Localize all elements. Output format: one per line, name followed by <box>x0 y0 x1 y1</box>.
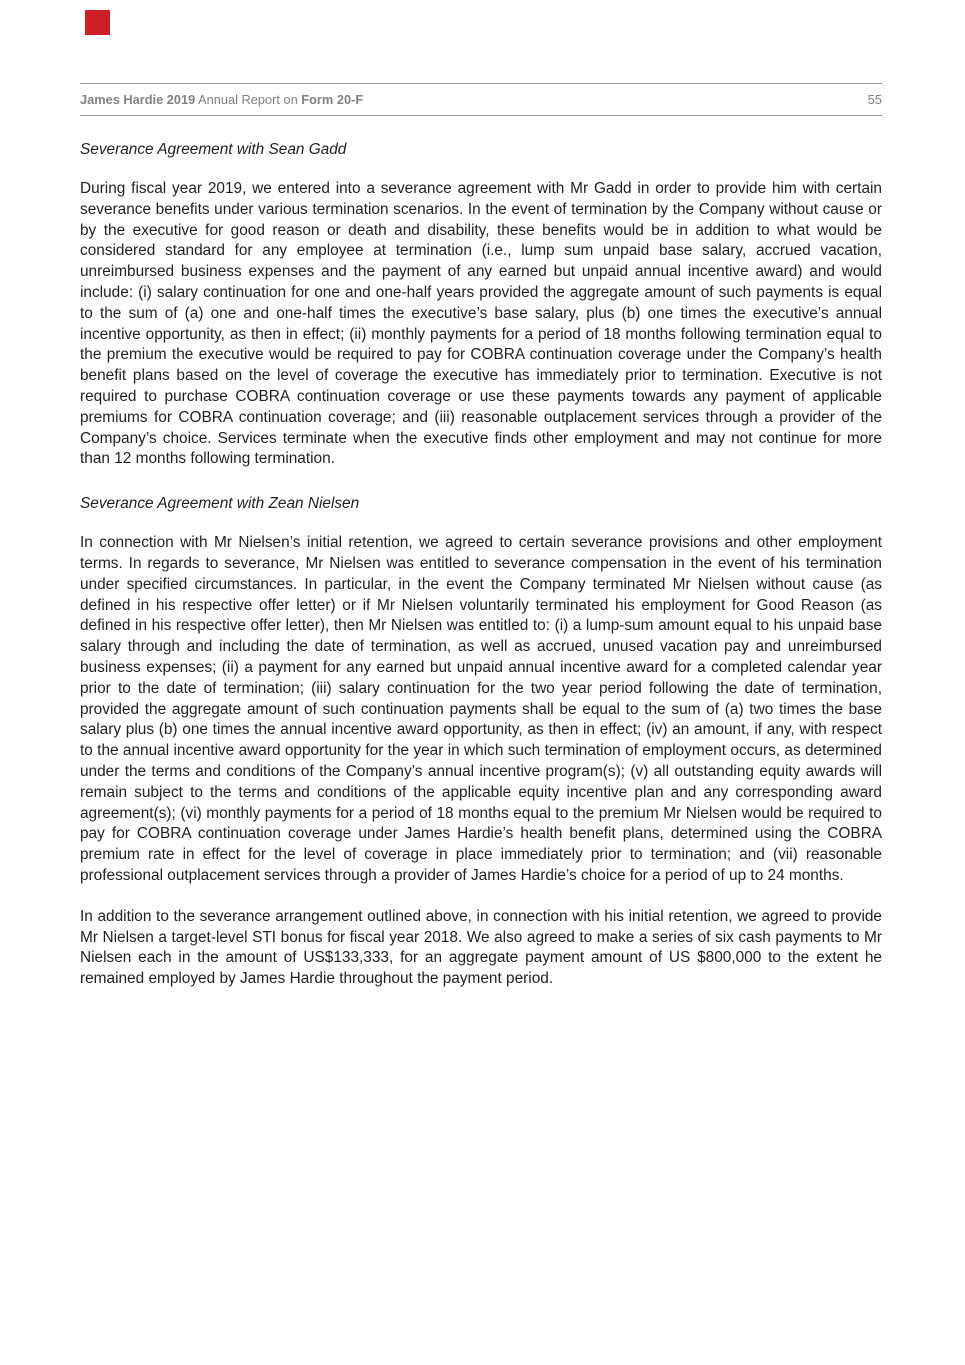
page-content <box>80 83 882 1010</box>
report-title-form: Form 20-F <box>301 92 364 107</box>
brand-logo-square <box>85 10 110 35</box>
report-title <box>80 92 363 107</box>
page-header <box>80 83 882 116</box>
section-heading-sean-gadd: Severance Agreement with Sean Gadd <box>80 141 347 158</box>
report-title-middle: Annual Report on <box>195 92 302 107</box>
paragraph-gadd-severance: During fiscal year 2019, we entered into a severance agreement with Mr Gadd in order to provide him with certain severance benefits under various termination scenarios. In the event of termination by the Company without cause or by the executive for good reason or death and disability, these benefits would be in addition to what would be considered standard for any employee at termination (i.e., lump sum unpaid base salary, accrued vacation, unreimbursed business expenses and the payment of any earned but unpaid annual incentive award) and would include: (i) salary continuation for one and one-half years provided the aggregate amount of such payments is equal to the sum of (a) one and one-half times the executive’s base salary, plus (b) one times the executive’s annual incentive opportunity, as then in effect; (ii) monthly payments for a period of 18 months following termination equal to the premium the executive would be required to pay for COBRA continuation coverage under the Company’s health benefit plans based on the level of coverage the executive has immediately prior to termination. Executive is not required to purchase COBRA continuation coverage or use these payments towards any payment of applicable premiums for COBRA continuation coverage; and (iii) reasonable outplacement services through a provider of the Company’s choice. Services terminate when the executive finds other employment and may not continue for more than 12 months following termination. <box>80 180 882 468</box>
page-number: 55 <box>867 92 882 107</box>
report-title-brand: James Hardie 2019 <box>80 92 196 107</box>
section-heading-zean-nielsen: Severance Agreement with Zean Nielsen <box>80 495 360 513</box>
paragraph-nielsen-severance: In connection with Mr Nielsen’s initial retention, we agreed to certain severance provisions and other employment terms. In regards to severance, Mr Nielsen was entitled to severance compensation in the event of his termination under specified circumstances. In particular, in the event the Company terminated Mr Nielsen without cause (as defined in his respective offer letter) or if Mr Nielsen voluntarily terminated his employment for Good Reason (as defined in his respective offer letter), then Mr Nielsen was entitled to: (i) a lump-sum amount equal to his unpaid base salary through and including the date of termination, as well as accrued, unused vacation pay and unreimbursed business expenses; (ii) a payment for any earned but unpaid annual incentive award for a completed calendar year prior to the date of termination; (iii) salary continuation for the two year period following the date of termination, provided the aggregate amount of such continuation payments shall be equal to the sum of (a) two times the base salary plus (b) one times the annual incentive award opportunity, as then in effect; (iv) an amount, if any, with respect to the annual incentive award opportunity for the year in which such termination of employment occurs, as determined under the terms and conditions of the Company’s annual incentive program(s); (v) all outstanding equity awards will remain subject to the terms and conditions of the applicable equity incentive plan and any corresponding award agreement(s); (vi) monthly payments for a period of 18 months equal to the premium Mr Nielsen would be required to pay for COBRA continuation coverage under James Hardie’s health benefit plans, determined using the COBRA premium rate in effect for the level of coverage in place immediately prior to termination; and (vii) reasonable professional outplacement services through a provider of James Hardie’s choice for a period of up to 24 months. <box>80 534 882 884</box>
paragraph-nielsen-retention-bonus: In addition to the severance arrangement outlined above, in connection with his initial retention, we agreed to provide Mr Nielsen a target-level STI bonus for fiscal year 2018. We also agreed to make a series of six cash payments to Mr Nielsen each in the amount of US$133,333, for an aggregate payment amount of US $800,000 to the extent he remained employed by James Hardie throughout the payment period. <box>80 907 882 988</box>
